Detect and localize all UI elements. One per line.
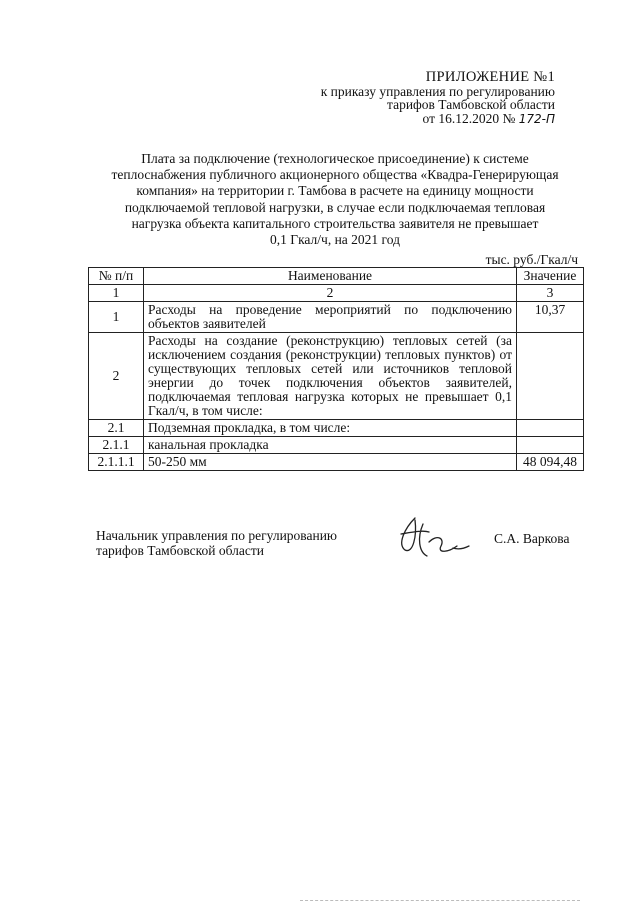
row-name: канальная прокладка xyxy=(144,437,517,454)
units-label: тыс. руб./Гкал/ч xyxy=(485,252,578,267)
position-line-1: Начальник управления по регулированию xyxy=(96,528,338,543)
row-num: 2 xyxy=(89,333,144,420)
appendix-title: ПРИЛОЖЕНИЕ №1 xyxy=(425,69,555,85)
row-value xyxy=(517,333,584,420)
header-num: № п/п xyxy=(89,268,144,285)
appendix-date-line xyxy=(321,112,555,127)
title-line: подключаемой тепловой нагрузки, в случае если подключаемая тепловая xyxy=(124,199,546,215)
appendix-header xyxy=(321,71,555,126)
row-value xyxy=(517,437,584,454)
col-number-1: 1 xyxy=(89,285,144,302)
signatory-name: С.А. Варкова xyxy=(494,531,570,546)
row-num: 1 xyxy=(89,302,144,333)
table-row xyxy=(89,454,584,471)
title-line: Плата за подключение (технологическое присоединение) к системе xyxy=(141,151,529,166)
table-header-row xyxy=(89,268,584,285)
document-title xyxy=(100,151,570,248)
row-name: Подземная прокладка, в том числе: xyxy=(144,420,517,437)
table-row xyxy=(89,420,584,437)
order-number: 172-П xyxy=(518,111,555,126)
tariff-table xyxy=(88,267,584,471)
table-row xyxy=(89,437,584,454)
appendix-date: от 16.12.2020 № xyxy=(422,110,516,126)
table-row xyxy=(89,302,584,333)
title-line: компания» на территории г. Тамбова в расчете на единицу мощности xyxy=(136,183,534,199)
title-line: теплоснабжения публичного акционерного общества «Квадра-Генерирующая xyxy=(111,167,559,183)
col-number-3: 3 xyxy=(517,285,584,302)
scan-artifact-line xyxy=(300,900,580,902)
col-number-2: 2 xyxy=(144,285,517,302)
row-name: Расходы на создание (реконструкцию) тепловых сетей (за исключением создания (реконструкции) тепловых пунктов) от существующих тепловых сетей или источников тепловой энергии до точек подключения объектов заявителей, подключаемая тепловая нагрузка которых не превышает 0,1 Гкал/ч, в том числе: xyxy=(144,333,517,420)
row-name: 50-250 мм xyxy=(144,454,517,471)
header-value: Значение xyxy=(517,268,584,285)
position-line-2: тарифов Тамбовской области xyxy=(96,543,264,558)
table-column-numbers-row xyxy=(89,285,584,302)
table-row xyxy=(89,333,584,420)
row-num: 2.1 xyxy=(89,420,144,437)
row-value xyxy=(517,420,584,437)
row-value: 10,37 xyxy=(517,302,584,333)
appendix-line-1: к приказу управления по регулированию xyxy=(320,83,555,99)
header-name: Наименование xyxy=(144,268,517,285)
signatory-position xyxy=(96,528,337,558)
row-name: Расходы на проведение мероприятий по подключению объектов заявителей xyxy=(144,302,517,333)
row-value: 48 094,48 xyxy=(517,454,584,471)
appendix-line-2: тарифов Тамбовской области xyxy=(387,97,555,112)
row-num: 2.1.1 xyxy=(89,437,144,454)
row-num: 2.1.1.1 xyxy=(89,454,144,471)
title-line: нагрузка объекта капитального строительства заявителя не превышает xyxy=(131,215,539,231)
handwritten-signature xyxy=(393,512,473,562)
title-line: 0,1 Гкал/ч, на 2021 год xyxy=(270,232,400,248)
